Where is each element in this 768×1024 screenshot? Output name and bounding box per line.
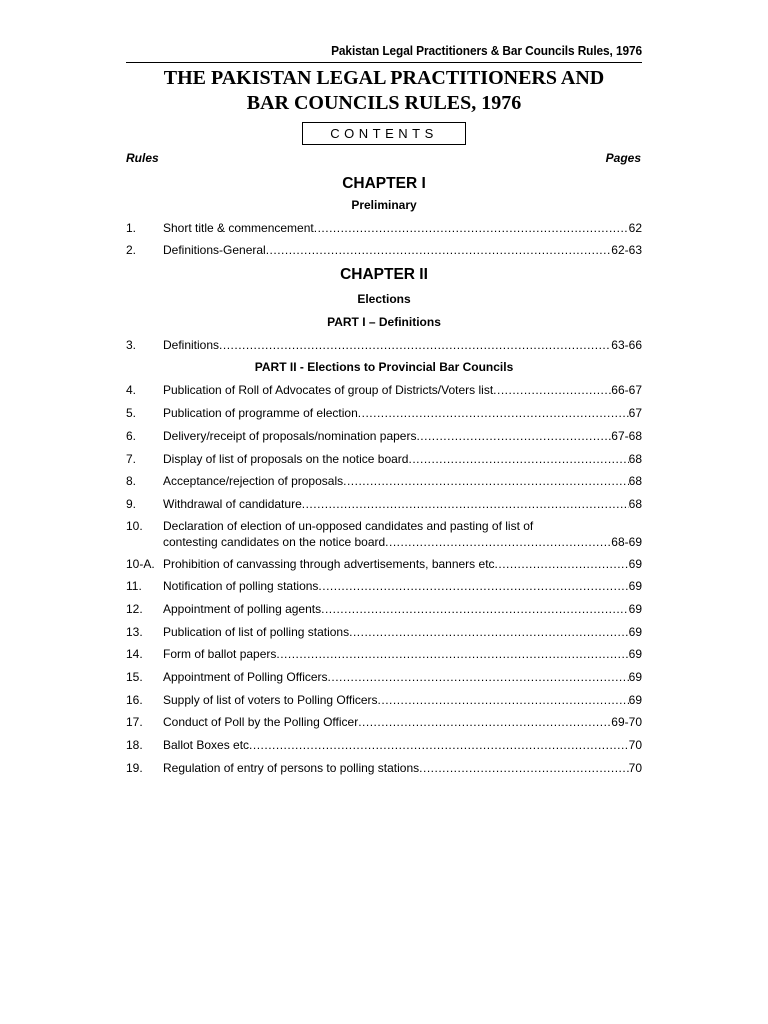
toc-entry[interactable] [126,518,642,550]
dot-leader [419,760,628,776]
toc-entry[interactable] [126,669,642,685]
dot-leader [276,646,628,662]
entry-page: 69 [628,557,642,571]
entry-number: 10. [126,519,143,533]
document-title [126,66,642,116]
entry-title: Definitions-General [163,243,266,257]
dot-leader [385,534,611,550]
entry-number: 9. [126,497,137,511]
dot-leader [328,669,629,685]
entry-number: 10-A. [126,557,155,571]
chapter-2-subtitle: Elections [357,292,411,306]
toc-entry[interactable] [126,220,642,236]
entry-number: 18. [126,738,143,752]
entry-number: 4. [126,383,137,397]
entry-title: Delivery/receipt of proposals/nomination papers [163,429,417,443]
dot-leader [349,624,629,640]
dot-leader [219,337,611,353]
entry-page: 69 [628,579,642,593]
dot-leader [408,451,628,467]
toc-entry[interactable] [126,405,642,421]
toc-entry[interactable] [126,601,642,617]
toc-entry[interactable] [126,737,642,753]
entry-page: 69 [628,625,642,639]
chapter-2-heading: CHAPTER II [340,266,428,283]
entry-title: Publication of Roll of Advocates of group of Districts/Voters list [163,383,494,397]
entry-page: 69 [628,693,642,707]
dot-leader [493,382,611,398]
entry-number: 3. [126,338,137,352]
entry-title: Appointment of Polling Officers [163,670,328,684]
toc-entry[interactable] [126,451,642,467]
dot-leader [302,496,629,512]
entry-page: 68 [628,474,642,488]
entry-title: Ballot Boxes etc [163,738,250,752]
entry-page: 68 [628,452,642,466]
dot-leader [266,242,612,258]
entry-title: Appointment of polling agents [163,602,322,616]
entry-title: Definitions [163,338,220,352]
toc-entry[interactable] [126,760,642,776]
title-line-1: THE PAKISTAN LEGAL PRACTITIONERS AND [163,67,605,89]
entry-number: 12. [126,602,143,616]
toc-entry[interactable] [126,382,642,398]
entry-page: 69 [628,647,642,661]
entry-page: 68-69 [611,535,642,549]
title-line-2: BAR COUNCILS RULES, 1976 [246,92,522,114]
toc-entry[interactable] [126,646,642,662]
entry-number: 2. [126,243,137,257]
dot-leader [343,473,629,489]
entry-title: Notification of polling stations [163,579,319,593]
entry-number: 13. [126,625,143,639]
entry-page: 67-68 [611,429,642,443]
entry-title: Display of list of proposals on the notice board [163,452,409,466]
entry-page: 63-66 [611,338,642,352]
dot-leader [321,601,629,617]
dot-leader [378,692,629,708]
entry-title: Withdrawal of candidature [163,497,302,511]
entry-title: Conduct of Poll by the Polling Officer [163,715,359,729]
toc-entry[interactable] [126,242,642,258]
pages-column-heading: Pages [605,151,641,165]
entry-page: 70 [628,738,642,752]
entry-title: Publication of list of polling stations [163,625,350,639]
chapter-1-subtitle: Preliminary [351,198,417,212]
dot-leader [358,714,611,730]
rules-column-heading: Rules [126,151,159,165]
entry-title: Form of ballot papers [163,647,277,661]
running-header: Pakistan Legal Practitioners & Bar Councils Rules, 1976 [331,44,642,58]
entry-title: Supply of list of voters to Polling Officers [163,693,378,707]
dot-leader [495,556,629,572]
toc-entry[interactable] [126,692,642,708]
entry-page: 70 [628,761,642,775]
entry-number: 16. [126,693,143,707]
entry-number: 5. [126,406,137,420]
toc-entry[interactable] [126,556,642,572]
entry-number: 1. [126,221,137,235]
entry-title: Short title & commencement [163,221,314,235]
dot-leader [358,405,629,421]
toc-entry[interactable] [126,624,642,640]
entry-number: 19. [126,761,143,775]
entry-page: 67 [628,406,642,420]
toc-entry[interactable] [126,428,642,444]
entry-page: 66-67 [611,383,642,397]
part-1-heading: PART I – Definitions [327,315,441,329]
toc-entry[interactable] [126,714,642,730]
entry-number: 6. [126,429,137,443]
part-2-heading: PART II - Elections to Provincial Bar Councils [254,360,514,374]
toc-entry[interactable] [126,473,642,489]
entry-number: 7. [126,452,137,466]
entry-number: 17. [126,715,143,729]
toc-entry[interactable] [126,496,642,512]
dot-leader [318,578,628,594]
entry-title: contesting candidates on the notice board [163,535,386,549]
entry-page: 62 [628,221,642,235]
chapter-1-heading: CHAPTER I [342,175,426,192]
dot-leader [314,220,629,236]
entry-title: Acceptance/rejection of proposals [163,474,344,488]
header-rule [126,62,642,63]
entry-title: Publication of programme of election [163,406,358,420]
entry-page: 68 [628,497,642,511]
entry-number: 8. [126,474,137,488]
entry-title: Prohibition of canvassing through advertisements, banners etc [163,557,495,571]
entry-page: 62-63 [611,243,642,257]
entry-number: 14. [126,647,143,661]
entry-page: 69 [628,602,642,616]
dot-leader [416,428,611,444]
entry-title: Regulation of entry of persons to polling stations [163,761,420,775]
entry-number: 11. [126,579,142,593]
entry-page: 69-70 [611,715,642,729]
dot-leader [249,737,629,753]
entry-page: 69 [628,670,642,684]
toc-entry[interactable] [126,337,642,353]
toc-entry[interactable] [126,578,642,594]
entry-title-line-1: Declaration of election of un-opposed candidates and pasting of list of [163,519,534,533]
contents-label: CONTENTS [302,122,466,145]
entry-number: 15. [126,670,143,684]
